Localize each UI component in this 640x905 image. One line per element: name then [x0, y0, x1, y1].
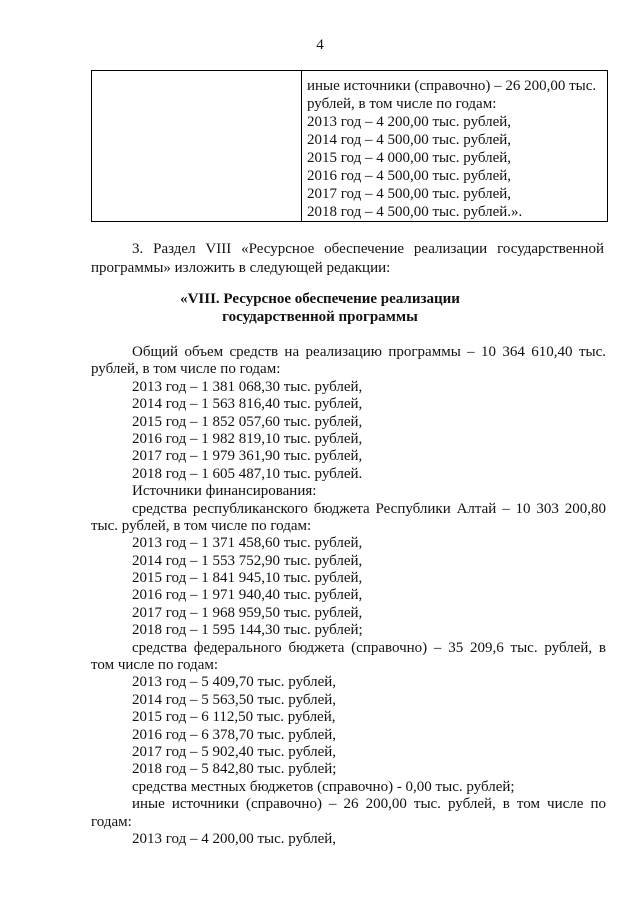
body-row [0, 501, 640, 518]
body-row [0, 379, 640, 396]
continuation-table [91, 70, 608, 222]
table-line: 2015 год – 4 000,00 тыс. рублей, [307, 150, 512, 166]
body-row [0, 587, 640, 604]
intro-paragraph-line1: 3. Раздел VIII «Ресурсное обеспечение реализации государственной [132, 241, 604, 257]
body-line: том числе по годам: [91, 657, 219, 674]
body-line: тыс. рублей, в том числе по годам: [91, 517, 312, 534]
body-row [0, 396, 640, 413]
body-row [0, 640, 640, 657]
body-line: годам: [91, 813, 132, 830]
table-line: 2014 год – 4 500,00 тыс. рублей, [307, 132, 512, 148]
body-line: 2014 год – 1 553 752,90 тыс. рублей, [132, 552, 363, 569]
table-line: 2017 год – 4 500,00 тыс. рублей, [307, 186, 512, 202]
body-line: 2016 год – 6 378,70 тыс. рублей, [132, 726, 337, 743]
body-row [0, 831, 640, 848]
body-row [0, 709, 640, 726]
intro-paragraph-line2: программы» изложить в следующей редакции: [91, 259, 391, 276]
body-row [0, 692, 640, 709]
table-line: рублей, в том числе по годам: [307, 96, 497, 112]
body-line: 2015 год – 1 841 945,10 тыс. рублей, [132, 570, 363, 587]
body-line: 2018 год – 5 842,80 тыс. рублей; [132, 761, 337, 778]
body-line: 2013 год – 1 381 068,30 тыс. рублей, [132, 378, 363, 395]
table-cell-funding [302, 71, 608, 222]
body-row [0, 779, 640, 796]
body-line: Источники финансирования: [132, 483, 317, 500]
body-row [0, 553, 640, 570]
body-line: 2014 год – 5 563,50 тыс. рублей, [132, 691, 337, 708]
body-line: 2016 год – 1 971 940,40 тыс. рублей, [132, 587, 363, 604]
body-line: средства федерального бюджета (справочно) – 35 209,6 тыс. рублей, в [132, 639, 606, 656]
body-row [0, 727, 640, 744]
section-body [0, 344, 640, 848]
body-row [0, 414, 640, 431]
body-row [0, 483, 640, 500]
table-line: 2016 год – 4 500,00 тыс. рублей, [307, 168, 512, 184]
body-line: 2017 год – 1 968 959,50 тыс. рублей, [132, 604, 363, 621]
body-line: средства республиканского бюджета Республики Алтай – 10 303 200,80 [132, 500, 606, 517]
table-line: иные источники (справочно) – 26 200,00 тыс. [307, 78, 597, 94]
body-line: 2018 год – 1 605 487,10 тыс. рублей. [132, 465, 363, 482]
body-row [0, 466, 640, 483]
section-title-line2: государственной программы [222, 309, 418, 325]
body-line: 2014 год – 1 563 816,40 тыс. рублей, [132, 396, 363, 413]
body-line: 2016 год – 1 982 819,10 тыс. рублей, [132, 430, 363, 447]
body-row [0, 344, 640, 361]
table-line: 2018 год – 4 500,00 тыс. рублей.». [307, 204, 523, 220]
body-line: 2017 год – 1 979 361,90 тыс. рублей, [132, 448, 363, 465]
body-row [0, 657, 640, 674]
body-row [0, 361, 640, 378]
body-line: 2015 год – 1 852 057,60 тыс. рублей, [132, 413, 363, 430]
body-line: 2013 год – 1 371 458,60 тыс. рублей, [132, 535, 363, 552]
page-number: 4 [316, 37, 324, 53]
body-row [0, 674, 640, 691]
body-row [0, 448, 640, 465]
body-line: иные источники (справочно) – 26 200,00 тыс. рублей, в том числе по [132, 796, 606, 813]
body-row [0, 518, 640, 535]
body-line: 2018 год – 1 595 144,30 тыс. рублей; [132, 622, 363, 639]
body-line: средства местных бюджетов (справочно) - 0,00 тыс. рублей; [132, 778, 515, 795]
body-row [0, 622, 640, 639]
table-cell-empty [92, 71, 302, 222]
body-row [0, 535, 640, 552]
table-line: 2013 год – 4 200,00 тыс. рублей, [307, 114, 512, 130]
body-line: 2013 год – 5 409,70 тыс. рублей, [132, 674, 337, 691]
body-row [0, 431, 640, 448]
body-line: 2017 год – 5 902,40 тыс. рублей, [132, 743, 337, 760]
body-line: Общий объем средств на реализацию программы – 10 364 610,40 тыс. [132, 344, 606, 360]
body-row [0, 605, 640, 622]
body-row [0, 814, 640, 831]
body-line: 2015 год – 6 112,50 тыс. рублей, [132, 709, 336, 726]
body-row [0, 570, 640, 587]
body-line: рублей, в том числе по годам: [91, 361, 281, 378]
body-line: 2013 год – 4 200,00 тыс. рублей, [132, 830, 337, 847]
body-row [0, 796, 640, 813]
body-row [0, 744, 640, 761]
section-title-line1: «VIII. Ресурсное обеспечение реализации [180, 291, 460, 307]
body-row [0, 761, 640, 778]
